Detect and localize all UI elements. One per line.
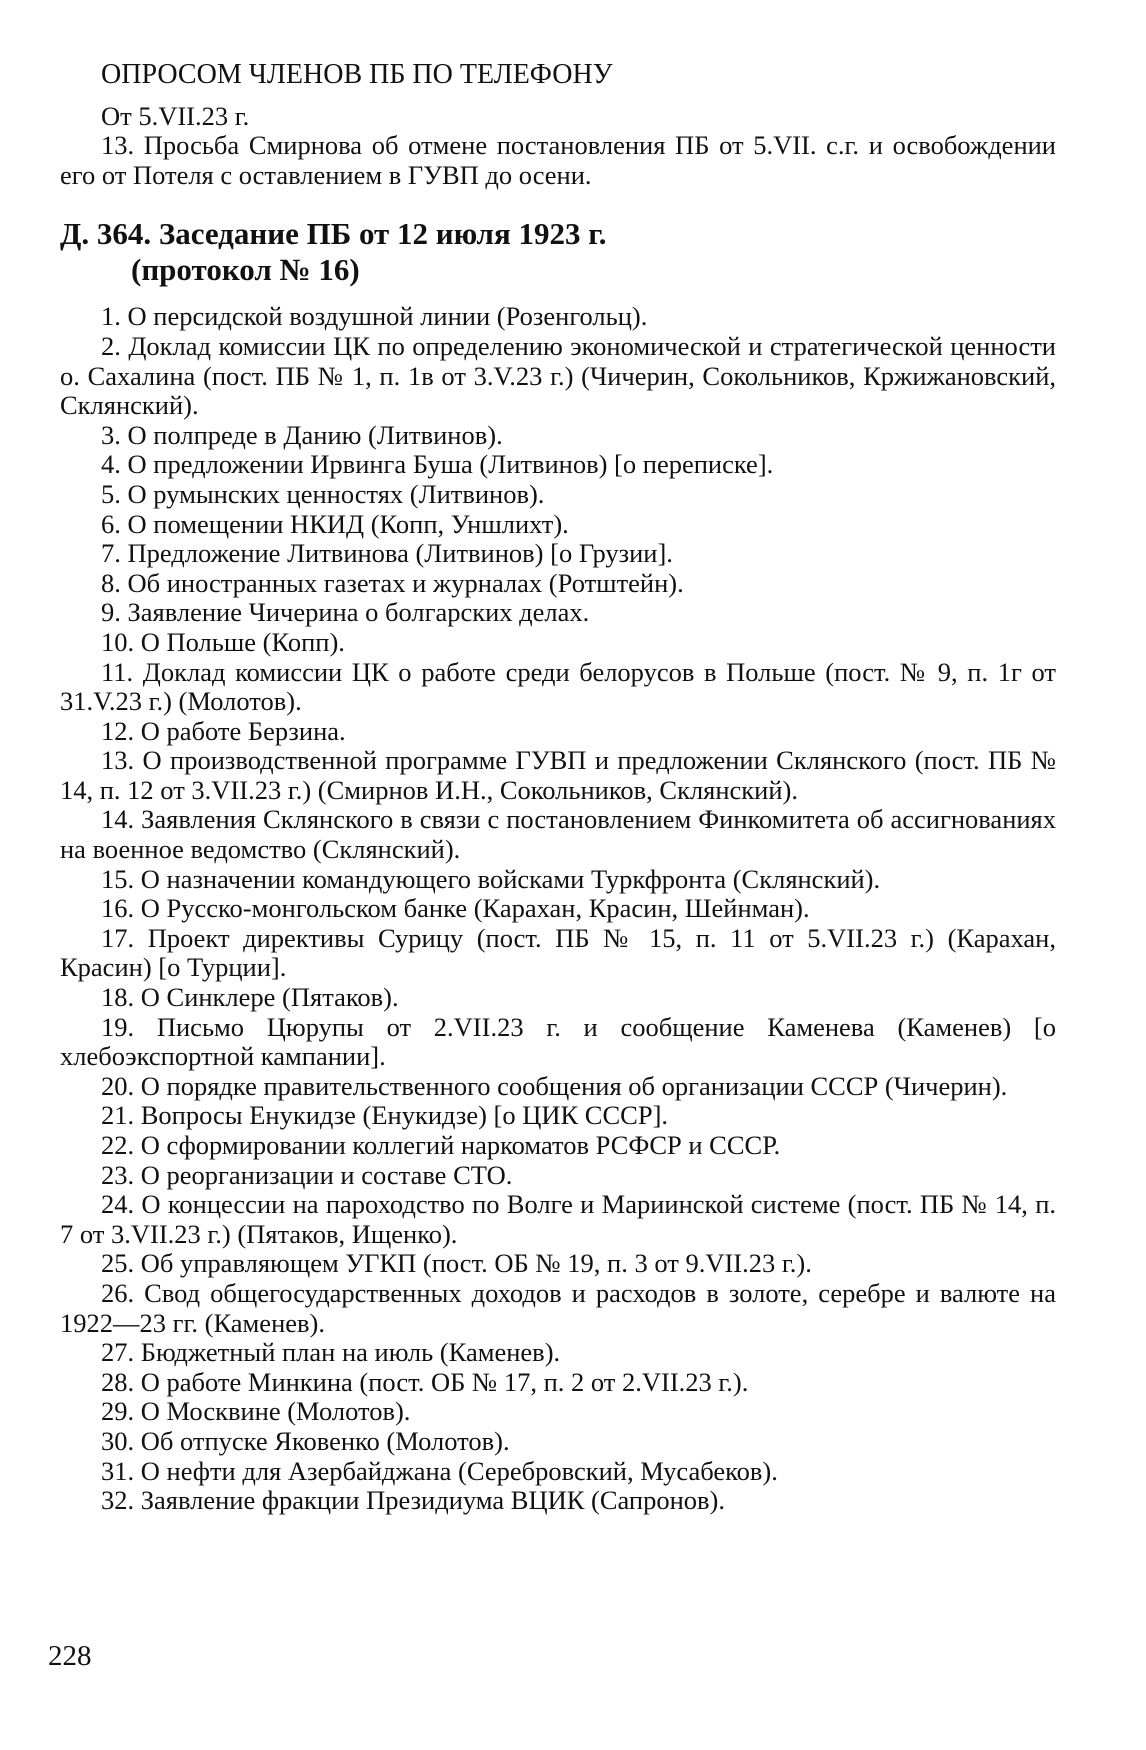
- agenda-item: 31. О нефти для Азербайджана (Серебровский, Мусабеков).: [101, 1455, 778, 1486]
- agenda-item: 21. Вопросы Енукидзе (Енукидзе) [о ЦИК СССР].: [101, 1100, 669, 1131]
- agenda-item: 9. Заявление Чичерина о болгарских делах.: [101, 597, 590, 628]
- agenda-item: 3. О полпреде в Данию (Литвинов).: [101, 419, 503, 450]
- agenda-item: 30. Об отпуске Яковенко (Молотов).: [101, 1425, 510, 1456]
- agenda-item: 14. Заявления Склянского в связи с постановлением Финкомитета об ассигнованиях на военное ведомство (Склянский).: [60, 804, 1056, 865]
- agenda-item: 18. О Синклере (Пятаков).: [101, 982, 399, 1013]
- agenda-item: 13. О производственной программе ГУВП и предложении Склянского (пост. ПБ № 14, п. 12 от 3.VII.23 г.) (Смирнов И.Н., Сокольников, Склянский).: [60, 745, 1056, 805]
- page-content: [60, 60, 1056, 1516]
- document-title: [60, 216, 1056, 288]
- agenda-item: 29. О Москвине (Молотов).: [101, 1396, 411, 1427]
- agenda-item: 16. О Русско-монгольском банке (Карахан, Красин, Шейнман).: [101, 893, 810, 924]
- section-date: От 5.VII.23 г.: [101, 100, 250, 131]
- agenda-item: 24. О концессии на пароходство по Волге и Мариинской системе (пост. ПБ № 14, п. 7 от 3.VII.23 г.) (Пятаков, Ищенко).: [60, 1189, 1056, 1249]
- agenda-item: 22. О сформировании коллегий наркоматов РСФСР и СССР.: [101, 1130, 781, 1160]
- agenda-list: [60, 302, 1056, 1515]
- agenda-item: 4. О предложении Ирвинга Буша (Литвинов) [о переписке].: [101, 449, 774, 480]
- section-item: 13. Просьба Смирнова об отмене постановления ПБ от 5.VII. с.г. и освобождении его от Потеля с оставлением в ГУВП до осени.: [60, 130, 1056, 190]
- document-title-line1: Д. 364. Заседание ПБ от 12 июля 1923 г.: [60, 216, 607, 252]
- agenda-item: 10. О Польше (Копп).: [101, 626, 345, 657]
- agenda-item: 23. О реорганизации и составе СТО.: [101, 1159, 513, 1190]
- page-number: 228: [48, 1640, 92, 1672]
- agenda-item: 27. Бюджетный план на июль (Каменев).: [101, 1337, 561, 1368]
- agenda-item: 25. Об управляющем УГКП (пост. ОБ № 19, п. 3 от 9.VII.23 г.).: [101, 1248, 812, 1279]
- agenda-item: 15. О назначении командующего войсками Туркфронта (Склянский).: [101, 863, 881, 894]
- agenda-item: 26. Свод общегосударственных доходов и расходов в золоте, серебре и валюте на 1922—23 гг. (Каменев).: [60, 1277, 1056, 1338]
- agenda-item: 8. Об иностранных газетах и журналах (Ротштейн).: [101, 567, 684, 598]
- agenda-item: 11. Доклад комиссии ЦК о работе среди белорусов в Польше (пост. № 9, п. 1г от 31.V.23 г.) (Молотов).: [60, 656, 1056, 717]
- agenda-item: 20. О порядке правительственного сообщения об организации СССР (Чичерин).: [101, 1070, 1008, 1101]
- agenda-item: 17. Проект директивы Сурицу (пост. ПБ № 15, п. 11 от 5.VII.23 г.) (Карахан, Красин) [о Турции].: [60, 922, 1056, 983]
- agenda-item: 5. О румынских ценностях (Литвинов).: [101, 478, 545, 509]
- agenda-item: 12. О работе Берзина.: [101, 715, 346, 746]
- section-heading: ОПРОСОМ ЧЛЕНОВ ПБ ПО ТЕЛЕФОНУ: [101, 59, 613, 90]
- agenda-item: 32. Заявление фракции Президиума ВЦИК (Сапронов).: [101, 1485, 726, 1516]
- agenda-item: 19. Письмо Цюрупы от 2.VII.23 г. и сообщение Каменева (Каменев) [о хлебоэкспортной кампании].: [60, 1011, 1056, 1072]
- agenda-item: 7. Предложение Литвинова (Литвинов) [о Грузии].: [101, 538, 673, 569]
- document-title-line2: (протокол № 16): [131, 252, 360, 288]
- agenda-item: 28. О работе Минкина (пост. ОБ № 17, п. 2 от 2.VII.23 г.).: [101, 1366, 749, 1397]
- agenda-item: 2. Доклад комиссии ЦК по определению экономической и стратегической ценности о. Сахалина (пост. ПБ № 1, п. 1в от 3.V.23 г.) (Чичерин, Сокольников, Кржижановский, Склянский).: [60, 330, 1056, 421]
- agenda-item: 6. О помещении НКИД (Копп, Уншлихт).: [101, 508, 569, 539]
- agenda-item: 1. О персидской воздушной линии (Розенгольц).: [101, 301, 648, 332]
